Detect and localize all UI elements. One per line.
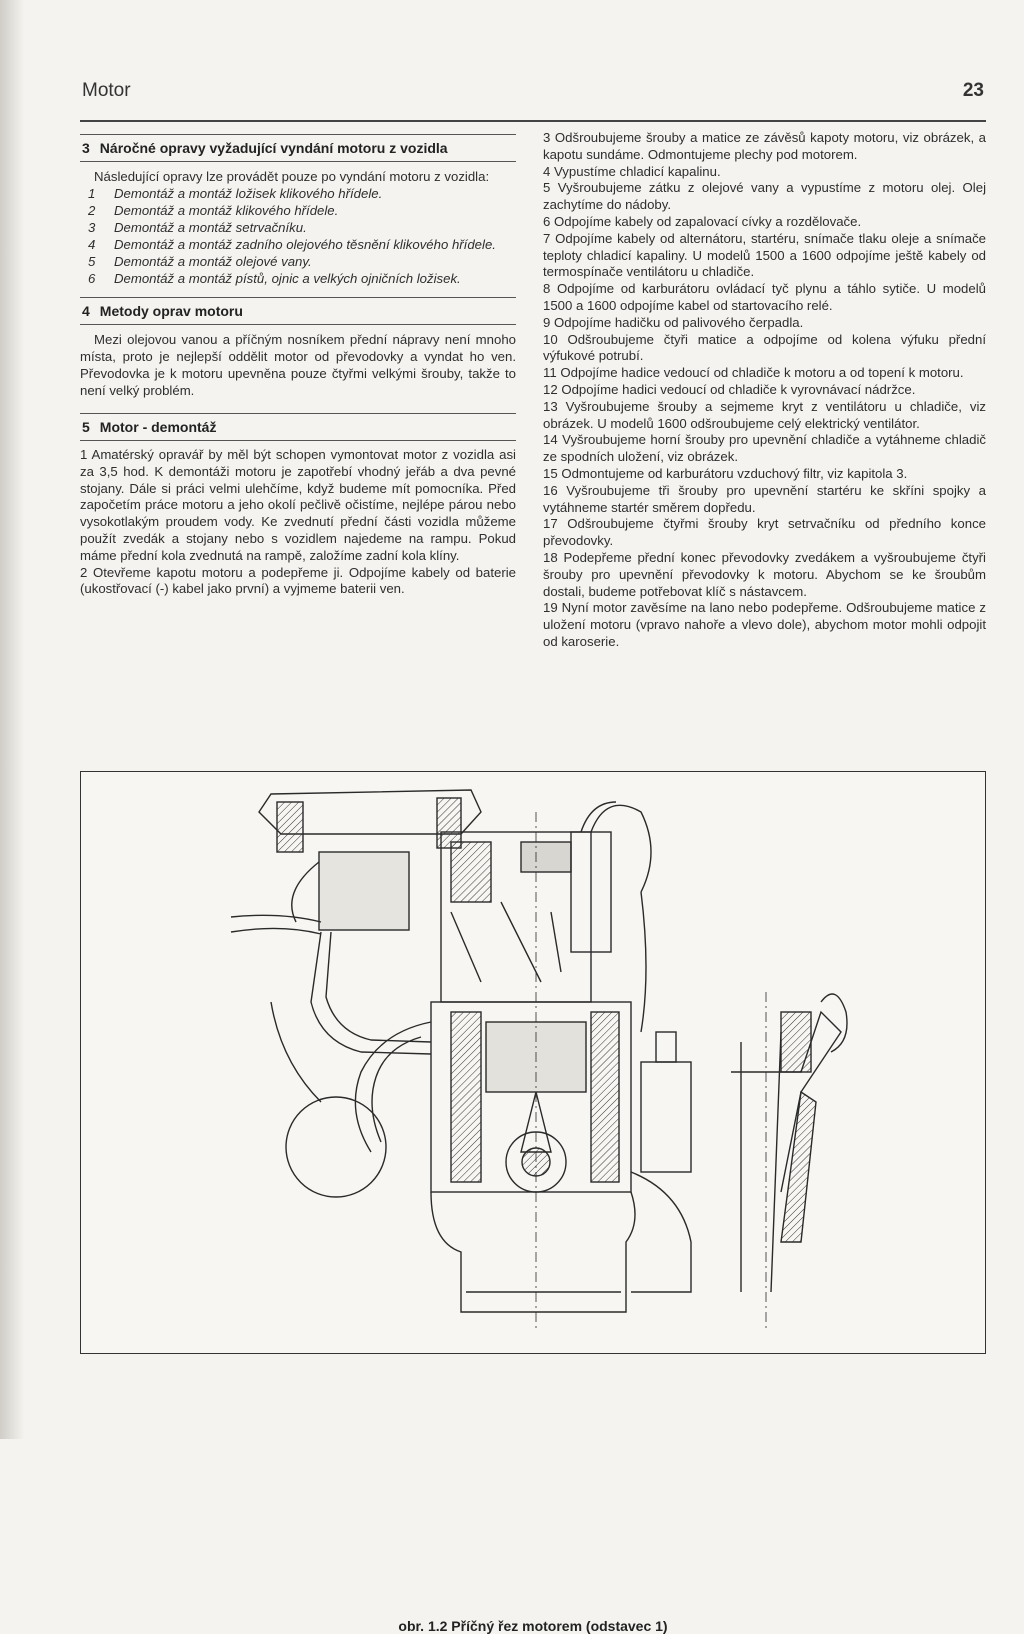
step-paragraph: 3 Odšroubujeme šrouby a matice ze závěsů kapoty motoru, viz obrázek, a kapotu sundáme. Odmontujeme plechy pod motorem. (543, 130, 986, 162)
list-item: 4 Demontáž a montáž zadního olejového těsnění klikového hřídele. (88, 237, 496, 252)
list-item: 6 Demontáž a montáž pístů, ojnic a velkých ojničních ložisek. (88, 271, 461, 286)
step-paragraph: 16 Vyšroubujeme tři šrouby pro upevnění startéru ke skříni spojky a vytáhneme startér směrem dopředu. (543, 482, 986, 515)
page-number: 23 (962, 80, 984, 101)
step-paragraph: 5 Vyšroubujeme zátku z olejové vany a vypustíme z motoru olej. Olej zachytíme do nádoby. (543, 180, 986, 213)
step-paragraph: 13 Vyšroubujeme šrouby a sejmeme kryt z ventilátoru u chladiče, viz obrázek. U modelů 1600 odšroubujeme celý elektrický ventilátor. (543, 398, 986, 431)
right-column (543, 130, 986, 651)
list-item: 5 Demontáž a montáž olejové vany. (88, 254, 312, 269)
section-4-text: Mezi olejovou vanou a příčným nosníkem přední nápravy není mnoho místa, proto je nejlepší oddělit motor od převodovky a vyndat ho ven. Převodovka je k motoru upevněna pouze čtyřmi velkými šrouby, takže to není velký problém. (80, 332, 516, 398)
step-paragraph: 15 Odmontujeme od karburátoru vzduchový filtr, viz kapitola 3. (543, 465, 908, 481)
step-paragraph: 19 Nyní motor zavěsíme na lano nebo podepřeme. Odšroubujeme matice z uložení motoru (vpravo nahoře a vlevo dole), abychom motor mohli odpojit od karoserie. (543, 600, 986, 649)
section-3-list (80, 185, 516, 287)
step-paragraph: 1 Amatérský opravář by měl být schopen vymontovat motor z vozidla asi za 3,5 hod. K demontáži motoru je zapotřebí vhodný jeřáb a dva pevné stojany. Dále si práci velmi ulehčíme, když budeme mít pomocníka. Před započetím práce motoru a jeho okolí pečlivě očistíme, nejlépe párou nebo vysokotlakým proudem vody. Ke zvednutí přední části vozidla můžeme použít zvedák a stojany nebo s vozidlem najedeme na rampu. Pokud máme přední kola zvednutá na rampě, založíme zadní kola klíny. (80, 447, 516, 563)
header-rule (80, 120, 986, 122)
list-item: 3 Demontáž a montáž setrvačníku. (88, 220, 307, 235)
step-paragraph: 8 Odpojíme od karburátoru ovládací tyč plynu a táhlo sytiče. U modelů 1500 a 1600 odpojíme kabel od startovacího relé. (543, 281, 986, 313)
left-column (80, 134, 516, 598)
section-3-number: 3 (82, 140, 90, 156)
section-4-title: Metody oprav motoru (99, 303, 243, 319)
step-paragraph: 11 Odpojíme hadice vedoucí od chladiče k motoru a od topení k motoru. (543, 365, 964, 381)
section-4-heading (80, 297, 516, 325)
list-item: 2 Demontáž a montáž klikového hřídele. (88, 203, 339, 218)
step-paragraph: 9 Odpojíme hadičku od palivového čerpadla. (543, 314, 804, 330)
section-5-heading (80, 413, 516, 441)
section-4-number: 4 (82, 303, 90, 319)
section-5-title: Motor - demontáž (99, 419, 217, 435)
section-3-intro: Následující opravy lze provádět pouze po vyndání motoru z vozidla: (94, 169, 490, 184)
section-3-heading (80, 134, 516, 162)
step-paragraph: 10 Odšroubujeme čtyři matice a odpojíme od kolena výfuku přední výfukové potrubí. (543, 331, 986, 364)
step-paragraph: 18 Podepřeme přední konec převodovky zvedákem a vyšroubujeme čtyři šrouby pro upevnění převodovky k motoru. Abychom se ke šroubům dostali, budeme potřebovat klíč s nástavcem. (543, 549, 986, 599)
engine-figure (80, 771, 986, 1634)
step-paragraph: 4 Vypustíme chladicí kapalinu. (543, 163, 721, 179)
step-paragraph: 12 Odpojíme hadici vedoucí od chladiče k vyrovnávací nádržce. (543, 381, 916, 397)
step-paragraph: 14 Vyšroubujeme horní šrouby pro upevnění chladiče a vytáhneme chladič ze spodních uložení, viz obrázek. (543, 432, 986, 465)
list-item: 1 Demontáž a montáž ložisek klikového hřídele. (88, 186, 383, 201)
section-5-number: 5 (82, 419, 90, 435)
binding-shadow (0, 0, 24, 1439)
step-paragraph: 6 Odpojíme kabely od zapalovací cívky a rozdělovače. (543, 213, 862, 229)
step-paragraph: 2 Otevřeme kapotu motoru a podepřeme ji. Odpojíme kabely od baterie (ukostřovací (-) kabel jako první) a vyjmeme baterii ven. (80, 564, 516, 597)
section-3-title: Náročné opravy vyžadující vyndání motoru z vozidla (99, 140, 448, 156)
step-paragraph: 17 Odšroubujeme čtyřmi šrouby kryt setrvačníku od předního konce převodovky. (543, 516, 986, 549)
figure-caption: obr. 1.2 Příčný řez motorem (odstavec 1) (398, 1618, 668, 1634)
chapter-title: Motor (82, 80, 131, 101)
engine-cross-section-drawing (81, 772, 987, 1355)
step-paragraph: 7 Odpojíme kabely od alternátoru, startéru, snímače tlaku oleje a snímače teploty chladicí kapaliny. U modelů 1500 a 1600 odpojíme ještě kabely od termospínače ventilátoru u chladiče. (543, 230, 986, 280)
